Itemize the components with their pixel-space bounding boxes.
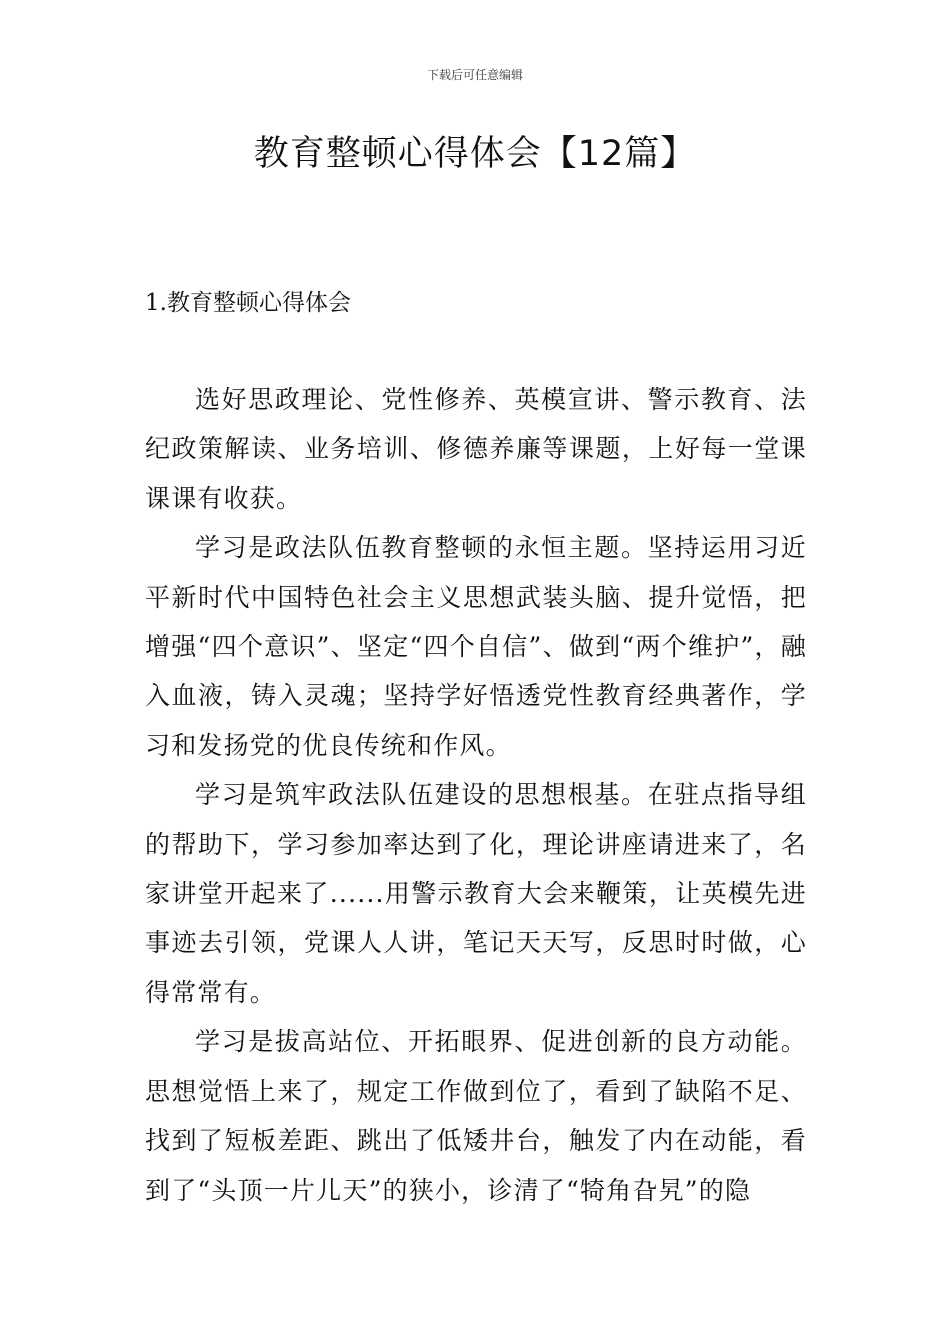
document-title: 教育整顿心得体会【12篇】 <box>253 134 697 174</box>
paragraph: 学习是拔高站位、开拓眼界、促进创新的良方动能。思想觉悟上来了，规定工作做到位了，看到了缺陷不足、找到了短板差距、跳出了低矮井台，触发了内在动能，看到了“头顶一片儿天”的狭小，诊清了“犄角旮旯”的隐 <box>145 1027 807 1205</box>
section-heading: 1.教育整顿心得体会 <box>145 290 351 316</box>
paragraph: 选好思政理论、党性修养、英模宣讲、警示教育、法纪政策解读、业务培训、修德养廉等课题，上好每一堂课课课有收获。 <box>145 385 807 513</box>
body-text <box>145 375 807 1215</box>
paragraph: 学习是筑牢政法队伍建设的思想根基。在驻点指导组的帮助下，学习参加率达到了化，理论讲座请进来了，名家讲堂开起来了......用警示教育大会来鞭策，让英模先进事迹去引领，党课人人讲，笔记天天写，反思时时做，心得常常有。 <box>145 780 807 1007</box>
paragraph: 学习是政法队伍教育整顿的永恒主题。坚持运用习近平新时代中国特色社会主义思想武装头脑、提升觉悟，把增强“四个意识”、坚定“四个自信”、做到“两个维护”，融入血液，铸入灵魂；坚持学好悟透党性教育经典著作，学习和发扬党的优良传统和作风。 <box>145 533 807 760</box>
header-note: 下载后可任意编辑 <box>426 68 523 82</box>
